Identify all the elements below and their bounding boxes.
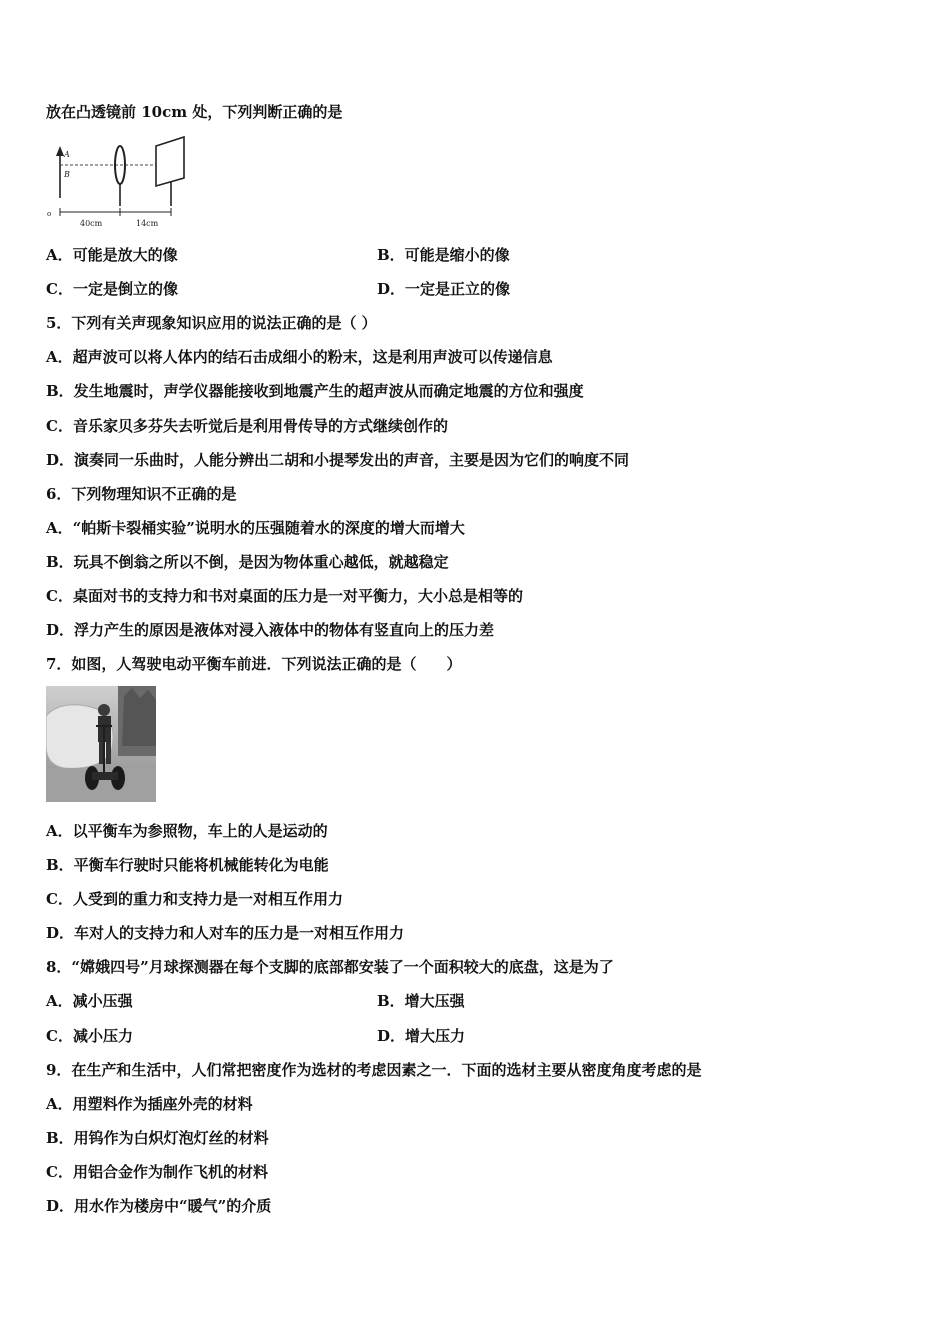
q4-stem: 放在凸透镜前 10cm 处，下列判断正确的是 — [46, 103, 343, 121]
q6-stem: 6．下列物理知识不正确的是 — [46, 485, 237, 503]
q6-option-d[interactable]: D．浮力产生的原因是液体对浸入液体中的物体有竖直向上的压力差 — [46, 621, 495, 639]
q7-option-c[interactable]: C．人受到的重力和支持力是一对相互作用力 — [46, 890, 343, 908]
lens-diagram — [44, 132, 194, 234]
q9-stem: 9．在生产和生活中，人们常把密度作为选材的考虑因素之一．下面的选材主要从密度角度考虑的是 — [46, 1061, 702, 1079]
balance-scooter-photo — [46, 686, 156, 802]
q7-option-a[interactable]: A．以平衡车为参照物，车上的人是运动的 — [46, 822, 328, 840]
q6-option-b[interactable]: B．玩具不倒翁之所以不倒，是因为物体重心越低，就越稳定 — [46, 553, 449, 571]
q4-option-c[interactable]: C．一定是倒立的像 — [46, 280, 178, 298]
q4-option-a[interactable]: A．可能是放大的像 — [46, 246, 178, 264]
distance-object-lens: 40cm — [80, 219, 103, 228]
q8-option-d[interactable]: D．增大压力 — [377, 1027, 466, 1045]
q5-option-b[interactable]: B．发生地震时，声学仪器能接收到地震产生的超声波从而确定地震的方位和强度 — [46, 382, 584, 400]
label-b: B — [64, 170, 70, 179]
q9-option-b[interactable]: B．用钨作为白炽灯泡灯丝的材料 — [46, 1129, 269, 1147]
q8-stem: 8．“嫦娥四号”月球探测器在每个支脚的底部都安装了一个面积较大的底盘，这是为了 — [46, 958, 614, 976]
q4-option-b[interactable]: B．可能是缩小的像 — [377, 246, 510, 264]
q7-stem: 7．如图，人驾驶电动平衡车前进．下列说法正确的是（ ） — [46, 655, 462, 673]
q5-stem: 5．下列有关声现象知识应用的说法正确的是（ ） — [46, 314, 377, 332]
q9-option-d[interactable]: D．用水作为楼房中“暖气”的介质 — [46, 1197, 272, 1215]
q5-option-a[interactable]: A．超声波可以将人体内的结石击成细小的粉末，这是利用声波可以传递信息 — [46, 348, 553, 366]
q8-option-c[interactable]: C．减小压力 — [46, 1027, 133, 1045]
q4-option-d[interactable]: D．一定是正立的像 — [377, 280, 511, 298]
q5-option-c[interactable]: C．音乐家贝多芬失去听觉后是利用骨传导的方式继续创作的 — [46, 417, 448, 435]
label-a: A — [64, 150, 70, 159]
q8-option-b[interactable]: B．增大压强 — [377, 992, 465, 1010]
q6-option-c[interactable]: C．桌面对书的支持力和书对桌面的压力是一对平衡力，大小总是相等的 — [46, 587, 523, 605]
q5-option-d[interactable]: D．演奏同一乐曲时，人能分辨出二胡和小提琴发出的声音，主要是因为它们的响度不同 — [46, 451, 630, 469]
q8-option-a[interactable]: A．减小压强 — [46, 992, 133, 1010]
q7-option-b[interactable]: B．平衡车行驶时只能将机械能转化为电能 — [46, 856, 329, 874]
label-o: o — [47, 210, 52, 218]
q9-option-c[interactable]: C．用铝合金作为制作飞机的材料 — [46, 1163, 268, 1181]
q7-option-d[interactable]: D．车对人的支持力和人对车的压力是一对相互作用力 — [46, 924, 405, 942]
q6-option-a[interactable]: A．“帕斯卡裂桶实验”说明水的压强随着水的深度的增大而增大 — [46, 519, 465, 537]
distance-lens-screen: 14cm — [136, 219, 159, 228]
q9-option-a[interactable]: A．用塑料作为插座外壳的材料 — [46, 1095, 253, 1113]
